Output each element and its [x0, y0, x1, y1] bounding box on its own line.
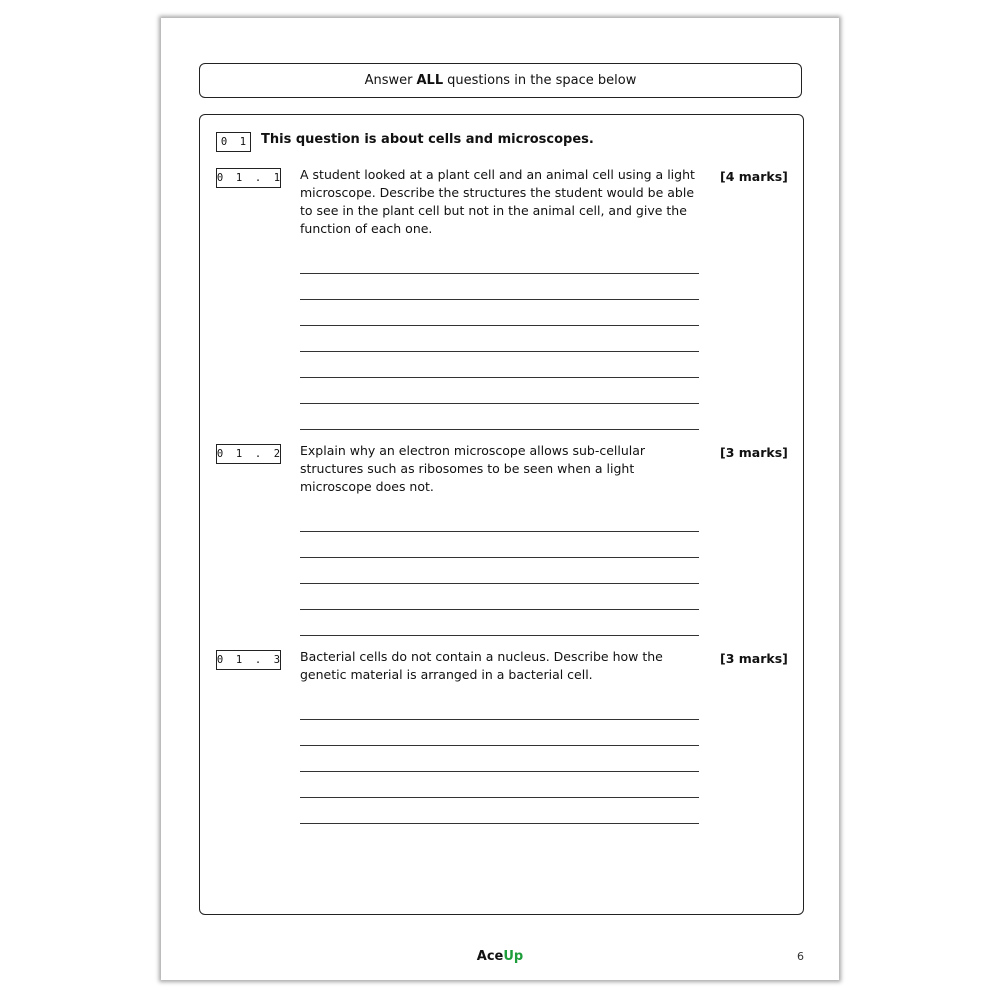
answer-line[interactable]	[300, 531, 699, 532]
instruction-suffix: questions in the space below	[447, 73, 637, 88]
brand-logo-part1: Ace	[476, 949, 504, 964]
answer-line[interactable]	[300, 719, 699, 720]
answer-line[interactable]	[300, 745, 699, 746]
part-marks: [3 marks]	[720, 651, 788, 666]
instruction-banner	[199, 63, 802, 98]
answer-line[interactable]	[300, 351, 699, 352]
answer-line[interactable]	[300, 797, 699, 798]
answer-line[interactable]	[300, 557, 699, 558]
answer-line[interactable]	[300, 823, 699, 824]
answer-line[interactable]	[300, 429, 699, 430]
answer-line[interactable]	[300, 273, 699, 274]
instruction-emphasis: ALL	[416, 73, 444, 88]
instruction-prefix: Answer	[364, 73, 413, 88]
part-marks: [4 marks]	[720, 169, 788, 184]
part-question-text: Bacterial cells do not contain a nucleus. Describe how the genetic material is arranged in a bacterial cell.	[300, 649, 663, 682]
part-marks: [3 marks]	[720, 445, 788, 460]
exam-page	[161, 18, 839, 980]
question-title: This question is about cells and microscopes.	[261, 132, 594, 147]
answer-line[interactable]	[300, 299, 699, 300]
answer-line[interactable]	[300, 377, 699, 378]
answer-line[interactable]	[300, 771, 699, 772]
page-number: 6	[797, 950, 804, 963]
part-question-text: A student looked at a plant cell and an animal cell using a light microscope. Describe the structures the student would be able to see in the plant cell but not in the animal cell, and give the function of each one.	[300, 167, 695, 236]
answer-line[interactable]	[300, 583, 699, 584]
part-number-box: 0 1 . 3	[216, 650, 281, 670]
answer-line[interactable]	[300, 403, 699, 404]
question-number-box: 0 1	[216, 132, 251, 152]
part-number-box: 0 1 . 1	[216, 168, 281, 188]
question-box	[199, 114, 804, 915]
part-number-box: 0 1 . 2	[216, 444, 281, 464]
answer-line[interactable]	[300, 325, 699, 326]
brand-logo-part2: Up	[503, 949, 524, 964]
answer-line[interactable]	[300, 609, 699, 610]
part-question-text: Explain why an electron microscope allows sub-cellular structures such as ribosomes to be seen when a light microscope does not.	[300, 443, 646, 494]
answer-line[interactable]	[300, 635, 699, 636]
brand-logo	[161, 949, 839, 964]
